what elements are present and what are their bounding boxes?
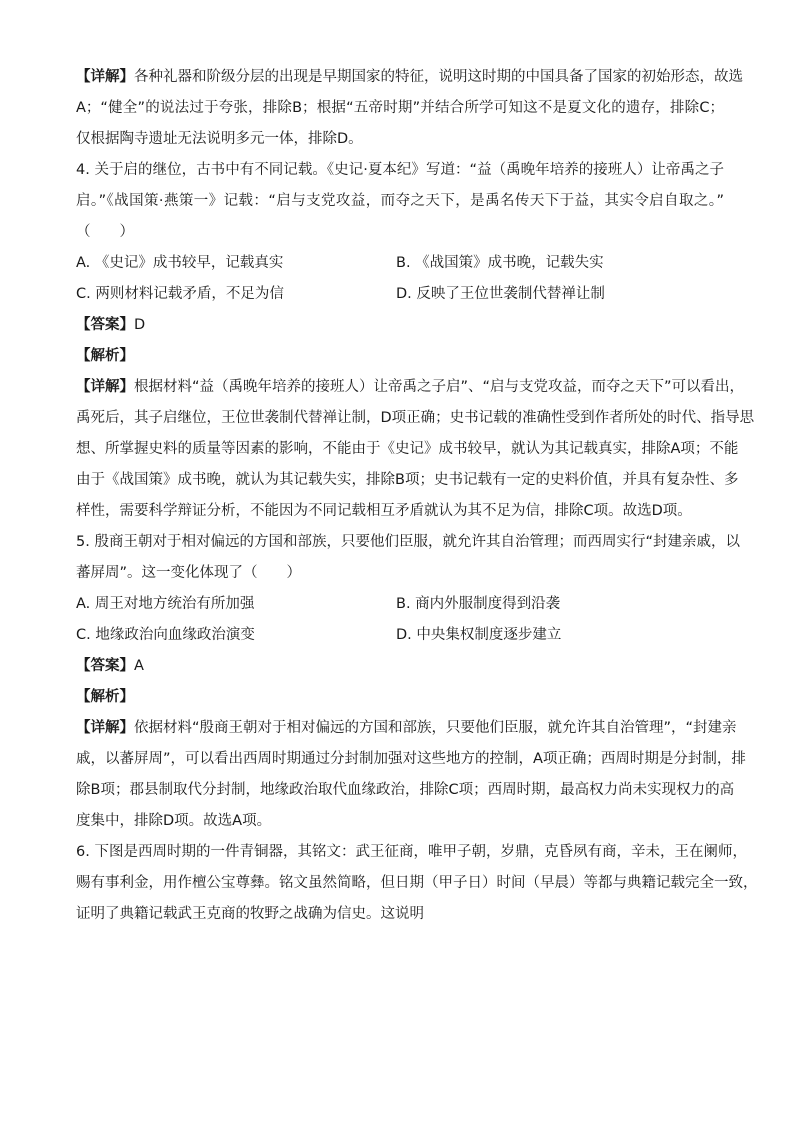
question-6 xyxy=(76,837,758,930)
q4-options-row xyxy=(76,248,724,279)
q3-detail-line: A；“健全”的说法过于夸张，排除B；根据“五帝时期”并结合所学可知这不是夏文化的遗存，排除C； xyxy=(76,100,724,116)
detail-tag: 【详解】 xyxy=(76,69,134,85)
answer-tag: 【答案】 xyxy=(76,658,134,674)
q5-analysis-tag: 【解析】 xyxy=(76,689,134,705)
q5-option-c: C. 地缘政治向血缘政治演变 xyxy=(76,627,255,643)
answer-value: D xyxy=(134,317,146,333)
q6-stem-line: 赐有事利金，用作檀公宝尊彝。铭文虽然简略，但日期（甲子日）时间（早晨）等都与典籍记载完全一致， xyxy=(76,875,758,891)
q5-stem-line: 蕃屏周”。这一变化体现了（ ） xyxy=(76,565,302,581)
q4-detail-line: 由于《战国策》成书晚，就认为其记载失实，排除B项；史书记载有一定的史料价值，并具有复杂性、多 xyxy=(76,472,739,488)
question-4 xyxy=(76,155,755,527)
q3-detail xyxy=(76,62,743,155)
q3-detail-line: 【详解】各种礼器和阶级分层的出现是早期国家的特征，说明这时期的中国具备了国家的初始形态，故选 xyxy=(76,69,743,85)
q4-option-d: D. 反映了王位世袭制代替禅让制 xyxy=(396,286,605,302)
q5-option-a: A. 周王对地方统治有所加强 xyxy=(76,596,255,612)
q4-detail-line: 样性，需要科学辩证分析，不能因为不同记载相互矛盾就认为其不足为信，排除C项。故选D项。 xyxy=(76,503,692,519)
q4-detail-line: 禹死后，其子启继位，王位世袭制代替禅让制，D项正确；史书记载的准确性受到作者所处的时代、指导思 xyxy=(76,410,755,426)
q5-options-row xyxy=(76,620,724,651)
q4-option-c: C. 两则材料记载矛盾，不足为信 xyxy=(76,286,284,302)
detail-tag: 【详解】 xyxy=(76,379,134,395)
q6-stem-line: 6. 下图是西周时期的一件青铜器，其铭文：武王征商，唯甲子朝，岁鼎，克昏夙有商，辛未，王在阑师， xyxy=(76,844,747,860)
question-5 xyxy=(76,527,746,837)
q5-detail-line: 除B项；郡县制取代分封制，地缘政治取代血缘政治，排除C项；西周时期，最高权力尚未实现权力的高 xyxy=(76,782,735,798)
q5-detail-line: 【详解】依据材料“殷商王朝对于相对偏远的方国和部族，只要他们臣服，就允许其自治管理”，“封建亲 xyxy=(76,720,737,736)
detail-tag: 【详解】 xyxy=(76,720,134,736)
q4-stem-line: 4. 关于启的继位，古书中有不同记载。《史记·夏本纪》写道：“益（禹晚年培养的接班人）让帝禹之子 xyxy=(76,162,724,178)
q4-analysis-tag: 【解析】 xyxy=(76,348,134,364)
q5-stem-line: 5. 殷商王朝对于相对偏远的方国和部族，只要他们臣服，就允许其自治管理；而西周实行“封建亲戚，以 xyxy=(76,534,740,550)
q5-option-b: B. 商内外服制度得到沿袭 xyxy=(396,596,561,612)
q4-option-b: B. 《战国策》成书晚，记载失实 xyxy=(396,255,604,271)
q5-detail-line: 度集中，排除D项。故选A项。 xyxy=(76,813,272,829)
answer-tag: 【答案】 xyxy=(76,317,134,333)
q6-stem-line: 证明了典籍记载武王克商的牧野之战确为信史。这说明 xyxy=(76,906,424,922)
q4-option-a: A. 《史记》成书较早，记载真实 xyxy=(76,255,284,271)
q5-options-row xyxy=(76,589,724,620)
document-page xyxy=(76,62,758,930)
q4-stem-line: 启。”《战国策·燕策一》记载：“启与支党攻益，而夺之天下，是禹名传天下于益，其实令启自取之。” xyxy=(76,193,724,209)
q4-detail-line: 想、所掌握史料的质量等因素的影响，不能由于《史记》成书较早，就认为其记载真实，排除A项；不能 xyxy=(76,441,739,457)
answer-value: A xyxy=(134,658,144,674)
q3-detail-line: 仅根据陶寺遗址无法说明多元一体，排除D。 xyxy=(76,131,363,147)
q4-stem-line: （ ） xyxy=(76,224,134,240)
q5-answer xyxy=(76,651,724,682)
q4-detail-line: 【详解】根据材料“益（禹晚年培养的接班人）让帝禹之子启”、“启与支党攻益，而夺之天下”可以看出， xyxy=(76,379,745,395)
q4-options-row xyxy=(76,279,724,310)
q5-detail-line: 戚，以蕃屏周”，可以看出西周时期通过分封制加强对这些地方的控制，A项正确；西周时期是分封制，排 xyxy=(76,751,746,767)
q4-answer xyxy=(76,310,724,341)
q5-option-d: D. 中央集权制度逐步建立 xyxy=(396,627,562,643)
